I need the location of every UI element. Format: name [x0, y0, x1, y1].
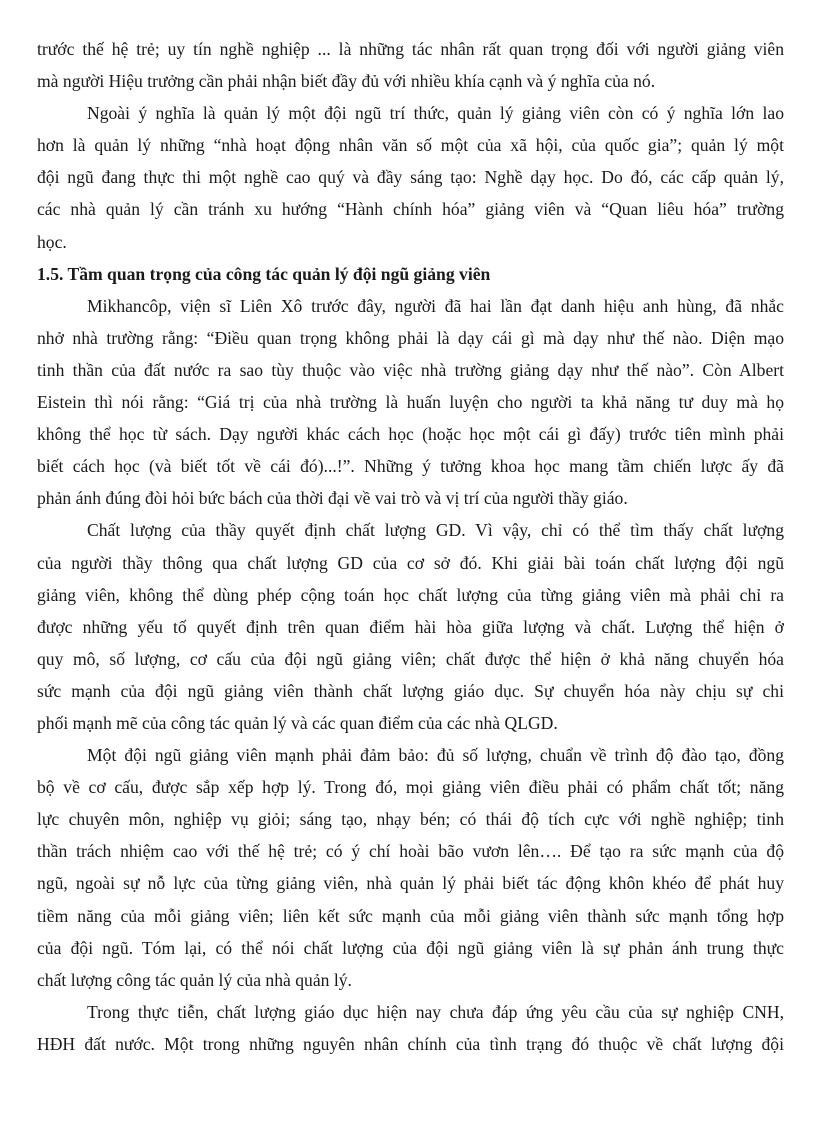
- text-line: HĐH đất nước. Một trong những nguyên nhân chính của tình trạng đó thuộc về chất lượng đội: [37, 1033, 784, 1054]
- text-line: Mikhancôp, viện sĩ Liên Xô trước đây, người đã hai lần đạt danh hiệu anh hùng, đã nhắc: [87, 295, 784, 316]
- text-line: được những yếu tố quyết định trên quan điểm hài hòa giữa lượng và chất. Lượng thể hiện ở: [37, 616, 784, 637]
- text-line: các nhà quản lý cần tránh xu hướng “Hành chính hóa” giảng viên và “Quan liêu hóa” trường: [37, 199, 784, 220]
- paragraph: [37, 996, 784, 1060]
- paragraph: [37, 739, 784, 996]
- text-line: hơn là quản lý những “nhà hoạt động nhân văn số một của xã hội, của quốc gia”; quản lý một: [37, 135, 784, 156]
- text-line: đội ngũ đang thực thi một nghề cao quý và đầy sáng tạo: Nghề dạy học. Do đó, các cấp quản lý,: [37, 167, 784, 188]
- text-line: phản ánh đúng đòi hỏi bức bách của thời đại về vai trò và vị trí của người thầy giáo.: [37, 488, 628, 509]
- text-line: không thể học từ sách. Dạy người khác cách học (hoặc học một cái gì đấy) trước tiên mình phải: [37, 424, 784, 445]
- text-line: Eistein thì nói rằng: “Giá trị của nhà trường là huấn luyện cho người ta khả năng tư duy mà họ: [37, 392, 784, 413]
- text-line: mà người Hiệu trưởng cần phải nhận biết đầy đủ với nhiều khía cạnh và ý nghĩa của nó.: [37, 71, 656, 92]
- paragraph: [37, 97, 784, 257]
- text-line: nhở nhà trường rằng: “Điều quan trọng không phải là dạy cái gì mà dạy như thế nào. Diện mạo: [37, 327, 784, 348]
- text-line: Chất lượng của thầy quyết định chất lượng GD. Vì vậy, chỉ có thể tìm thấy chất lượng: [87, 520, 784, 541]
- text-line: bộ về cơ cấu, được sắp xếp hợp lý. Trong đó, mọi giảng viên điều phải có phẩm chất tốt; năng: [37, 777, 784, 798]
- text-line: phối mạnh mẽ của công tác quản lý và các quan điểm của các nhà QLGD.: [37, 712, 558, 733]
- paragraph: [37, 514, 784, 739]
- text-line: tinh thần của đất nước ra sao tùy thuộc vào việc nhà trường giảng dạy như thế nào”. Còn Albert: [37, 359, 784, 380]
- text-line: học.: [37, 231, 67, 252]
- text-line: chất lượng công tác quản lý của nhà quản lý.: [37, 969, 352, 990]
- text-line: lực chuyên môn, nghiệp vụ giỏi; sáng tạo, nhạy bén; có thái độ tích cực với nghề nghiệp; tinh: [37, 809, 784, 830]
- text-line: ngũ, ngoài sự nỗ lực của từng giảng viên, nhà quản lý phải biết tác động khôn khéo để phát huy: [37, 873, 784, 894]
- text-line: sức mạnh của đội ngũ giảng viên thành chất lượng giáo dục. Sự chuyển hóa này chịu sự chi: [37, 680, 784, 701]
- text-line: thần trách nhiệm cao với thế hệ trẻ; có ý chí hoài bão vươn lên…. Để tạo ra sức mạnh của độ: [37, 841, 784, 862]
- text-line: trước thế hệ trẻ; uy tín nghề nghiệp ... là những tác nhân rất quan trọng đối với người giảng viên: [37, 39, 784, 59]
- text-line: quy mô, số lượng, cơ cấu của đội ngũ giảng viên; chất được thể hiện ở khả năng chuyển hóa: [37, 648, 784, 669]
- text-line: của người thầy thông qua chất lượng GD của cơ sở đó. Khi giải bài toán chất lượng đội ngũ: [37, 552, 784, 573]
- paragraph: [37, 290, 784, 515]
- text-line: Một đội ngũ giảng viên mạnh phải đảm bảo: đủ số lượng, chuẩn về trình độ đào tạo, đồng: [87, 745, 784, 766]
- paragraph: [37, 33, 784, 97]
- text-line: của đội ngũ. Tóm lại, có thể nói chất lượng của đội ngũ giảng viên là sự phản ánh trung thực: [37, 937, 784, 958]
- text-line: Trong thực tiễn, chất lượng giáo dục hiện nay chưa đáp ứng yêu cầu của sự nghiệp CNH,: [87, 1001, 784, 1022]
- text-line: 1.5. Tầm quan trọng của công tác quản lý đội ngũ giảng viên: [37, 263, 491, 284]
- section-heading: [37, 258, 784, 290]
- text-line: giảng viên, không thể dùng phép cộng toán học chất lượng của từng giảng viên mà phải chỉ ra: [37, 584, 784, 605]
- text-line: biết cách học (và biết tốt về cái đó)...!”. Những ý tưởng khoa học mang tầm chiến lược ấy đã: [37, 456, 784, 477]
- text-line: tiềm năng của mỗi giảng viên; liên kết sức mạnh của mỗi giảng viên thành sức mạnh tổng hợp: [37, 905, 784, 926]
- text-line: Ngoài ý nghĩa là quản lý một đội ngũ trí thức, quản lý giảng viên còn có ý nghĩa lớn lao: [87, 103, 784, 124]
